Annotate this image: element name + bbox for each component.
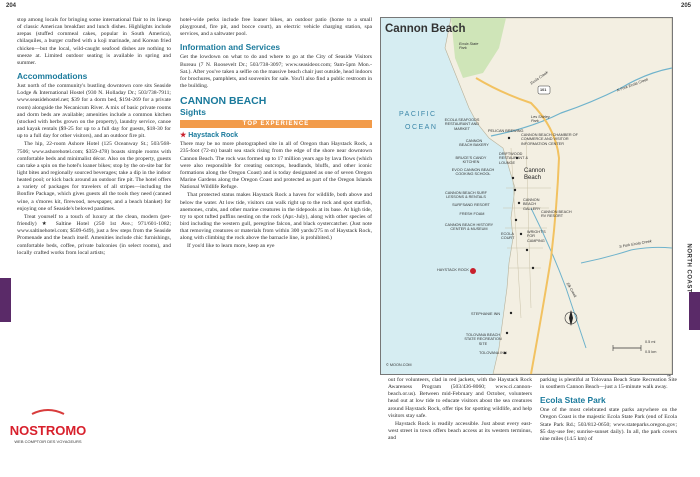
heading-information: Information and Services	[180, 42, 281, 53]
text-column-1	[17, 17, 171, 472]
paragraph: Treat yourself to a touch of luxury at the clean, modern (pet-friendly) ★ Saltine Hotel (250 1st Ave.; 971/601-1082; www.saltinehotel.com; $509-649), just a few steps from the Seaside Promenade and the beach itself. Amenities include chic furnishings, comfortable beds, coffee, private balconies (in select rooms), and locally crafted works from local artists;	[17, 213, 171, 256]
cannon-beach-map	[380, 17, 673, 375]
logo-graphic	[2, 408, 94, 448]
map-label-elk-creek: Elk Creek	[565, 281, 578, 299]
map-label-wrights: WRIGHT'S FOR CAMPING	[527, 230, 546, 243]
section-tab-title-right: NORTH COAST	[685, 243, 692, 293]
paragraph: That protected status makes Haystack Rock a haven for wildlife, both above and below the water. At low tide, visitors can walk right up to the rock and spot starfish, anemones, crabs, and other marine creatures in the tidepools at its base. At high tide, try to spot tufted puffins nesting on the rock (Apr.-July), along with other species of bird including the western gull, peregrine falcon, and black oystercatcher. (Just note that removing creatures or materials from within 300 yards/275 m of Haystack Rock, along with climbing the rock above the barnacle line, is prohibited.)	[180, 192, 372, 242]
map-label-s-fork: S Fork Ecola Creek	[618, 239, 652, 249]
scale-mi: 0.5 mi	[645, 340, 656, 344]
map-label-chamber: CANNON BEACH CHAMBER OF COMMERCE AND VISITOR INFORMATION CENTER	[521, 133, 578, 146]
map-label-101: 101	[540, 88, 547, 92]
text-column-3	[388, 377, 532, 473]
paragraph: parking is plentiful at Tolovana Beach State Recreation Site in southern Cannon Beach—just a 15-minute walk away.	[540, 377, 677, 391]
map-label-bruces: BRUCE'S CANDY KITCHEN	[455, 156, 487, 165]
map-label-evoo: EVOO CANNON BEACH COOKING SCHOOL	[451, 168, 495, 177]
heading-haystack-text: Haystack Rock	[188, 132, 239, 140]
map-label-history: CANNON BEACH HISTORY CENTER & MUSEUM	[444, 223, 494, 232]
paragraph: Get the lowdown on what to do and where to go at the City of Seaside Visitors Bureau (7 N. Roosevelt Dr.; 503/738-3097; www.seasideor.com; 9am-5pm Mon.-Sat.). After you've taken a selfie on the massive beach chair just outside, head indoors for brochures, pamphlets, and souvenirs for sale. You'll also find a public restroom in the building.	[180, 54, 372, 90]
town-label: Cannon Beach	[524, 168, 546, 181]
map-label-ecola-creek: Ecola Creek	[529, 70, 549, 86]
map-label-surf: CANNON BEACH SURF LESSONS & RENTALS	[445, 191, 487, 200]
heading-haystack-rock	[180, 131, 372, 140]
logo-wordmark: NOSTROMO	[9, 423, 87, 438]
ocean-label: PACIFIC	[399, 111, 437, 118]
map-label-haystack: HAYSTACK ROCK	[437, 268, 469, 272]
paragraph: stop among locals for bringing some international flair to its lineup of classic American breakfast and lunch dishes. Highlights include arepas (stuffed cornmeal cakes, popular in South America), chilaquiles, a burger crafted with a koji marinade, and Korean fried chicken—but the local, wild-caught seafood dishes are nothing to sneeze at. Limited outdoor seating is available in spring and summer.	[17, 17, 171, 66]
section-tab-left	[0, 278, 11, 322]
paragraph: If you'd like to learn more, keep an eye	[187, 243, 275, 250]
top-experience-bar: TOP EXPERIENCE	[180, 120, 372, 128]
paragraph: One of the most celebrated state parks anywhere on the Oregon Coast is the majestic Ecola State Park (end of Ecola State Park Rd.; 503/812-0650; www.stateparks.oregon.gov; $5 day-use fee; sunrise-sunset daily). In all, the park covers nine miles (14.5 km) of	[540, 407, 677, 442]
scale-km: 0.5 km	[645, 350, 657, 354]
heading-sights: Sights	[180, 107, 206, 118]
paragraph: Haystack Rock is readily accessible. Just about every east-west street in town offers beach access at its western terminus, and	[388, 420, 532, 442]
heading-ecola: Ecola State Park	[540, 395, 606, 406]
heading-accommodations: Accommodations	[17, 71, 88, 82]
map-label-tolovana-inn: TOLOVANA INN	[479, 351, 507, 355]
map-label-driftwood: DRIFTWOOD RESTAURANT & LOUNGE	[499, 152, 528, 165]
paragraph: There may be no more photographed site in all of Oregon than Haystack Rock, a 235-foot (72-m) basalt sea stack rising from the edge of the shore near downtown Cannon Beach. The rock was formed up to 17 million years ago by lava flows (which were also responsible for creating outcrops, headlands, bluffs, and other iconic formations along the Oregon Coast) and is today designated as one of seven Oregon Marine Gardens along the Oregon Coast and protected as part of the Oregon Islands National Wildlife Refuge.	[180, 141, 372, 191]
paragraph: Just north of the community's bustling downtown core sits Seaside Lodge & International Hostel (930 N. Holladay Dr.; 503/738-7911; www.seasidehostel.net; $39 for a dorm bed, $194-269 for a private room) alongside the Necanicum River. A mix of basic private rooms and dorm beds are available; amenities include a common kitchen (stocked with herbs grown on the property), laundry service, canoe and kayak rentals ($9-25 for up to a full day for guests, $18-30 for up to a full day for other visitors), and an outdoor fire pit.	[17, 83, 171, 140]
text-column-2	[180, 17, 372, 472]
map-graphic	[381, 18, 672, 374]
text-column-4	[540, 377, 677, 473]
map-label-les-shirley: Les Shirley Park	[531, 115, 550, 124]
paragraph: out for volunteers, clad in red jackets, with the Haystack Rock Awareness Program (503/436-8060; www.ci.cannon-beach.or.us). Between mid-February and October, volunteers head out at low tide to educate visitors about the sea creatures around Haystack Rock, offer tips for spotting wildlife, and help visitors stay safe.	[388, 377, 532, 419]
map-label-ecola-seafoods: ECOLA SEAFOODS RESTAURANT AND MARKET	[444, 118, 480, 131]
map-label-bakery: CANNON BEACH BAKERY	[459, 139, 489, 148]
map-label-gallery: CANNON BEACH GALLERY	[523, 198, 541, 211]
map-label-fresh-foam: FRESH FOAM	[459, 212, 485, 216]
nostromo-logo	[2, 408, 94, 448]
paragraph: The hip, 22-room Ashore Hotel (125 Oceanway St.; 503/568-7506; www.ashorehotel.com; $359-478) boasts simple rooms with comfortable beds and minimalist décor. Also on the property, guests can take a spin on the hotel's loaner bikes; stop by the on-site bar for light bites and regionally sourced beverages; take a dip in the indoor heated pool; or kick back around an outdoor fire pit. The hotel offers a variety of packages for travelers of all stripes—including the Bonfire Package, which gives guests all the tools they need (canned wine, a s'mores kit, firewood, newspaper, and a beach blanket) for enjoying one of Seaside's beloved pastimes.	[17, 141, 171, 212]
page-number-left: 204	[6, 3, 17, 9]
logo-tagline: WEB COMPTOIR DES VOYAGEURS	[14, 439, 82, 444]
map-title: Cannon Beach	[385, 23, 466, 35]
map-label-n-fork: N Fork Ecola Creek	[616, 77, 649, 93]
page-number-right: 205	[681, 3, 692, 9]
paragraph: hotel-wide perks include free loaner bikes, an outdoor patio (home to a small playground, fire pit, and bocce court), an electric vehicle charging station, spa services, and a saltwater pool.	[180, 17, 372, 38]
map-label-ecola-court: ECOLA COURT	[501, 232, 515, 241]
star-icon: ★	[180, 132, 189, 140]
map-label-stephanie: STEPHANIE INN	[471, 312, 501, 316]
map-label-surfsand: SURFSAND RESORT	[452, 203, 490, 207]
map-label-tolovana-site: TOLOVANA BEACH STATE RECREATION SITE	[464, 333, 502, 346]
map-label-rv: CANNON BEACH RV RESORT	[541, 210, 572, 219]
haystack-rock-marker	[470, 268, 476, 274]
map-credit: © MOON.COM	[386, 363, 412, 367]
map-label-ecola: Ecola State Park	[459, 42, 479, 51]
section-tab-label-right	[685, 244, 692, 344]
heading-cannon-beach: CANNON BEACH	[180, 95, 267, 108]
map-label-pelican: PELICAN BREWING	[488, 129, 524, 133]
ocean-label: OCEAN	[405, 124, 438, 131]
